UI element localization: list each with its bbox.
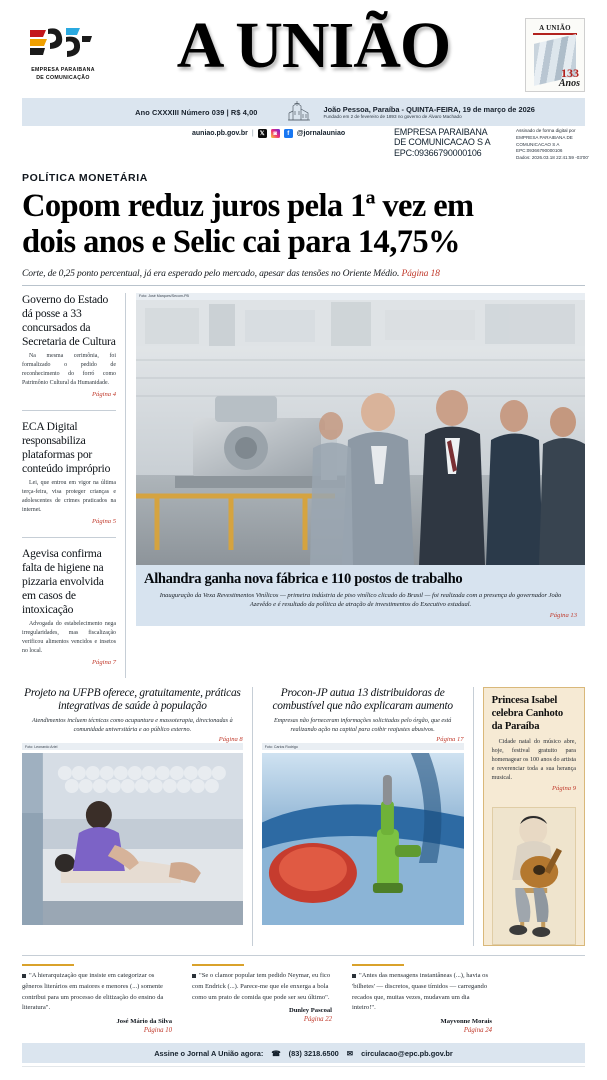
lead-photo-column [126, 293, 585, 678]
social-handle[interactable]: @jornalauniao [296, 130, 346, 137]
digital-signature-name [394, 127, 514, 158]
quote-page-ref[interactable]: Página 22 [303, 1016, 332, 1024]
signature-detail1: Assinado de forma digital por [516, 128, 576, 133]
story-photo [22, 753, 243, 925]
brief-page-ref[interactable]: Página 7 [92, 658, 116, 666]
place-date-block [314, 105, 574, 120]
promo-illustration [492, 807, 576, 945]
quote-rule [352, 964, 404, 967]
page-title: A UNIÃO [176, 9, 451, 82]
quote-text-wrap [192, 971, 332, 1003]
quote-author: José Mário da Silva [116, 1018, 172, 1026]
edition-info-bar [22, 98, 585, 126]
quote-author: Mayvonne Morais [440, 1018, 492, 1026]
story-deck: Atendimentos incluem técnicas como acupuntura e massoterapia, direcionadas à comunidade universitária e ao público externo. [32, 716, 233, 733]
lead-photo-title: Alhandra ganha nova fábrica e 110 postos de trabalho [144, 570, 463, 587]
quote-text-wrap [352, 971, 492, 1014]
story-title: Projeto na UFPB oferece, gratuitamente, práticas integrativas de saúde à população [24, 686, 241, 713]
quote-bullet-icon [352, 974, 356, 978]
brief-page-ref[interactable]: Página 4 [92, 390, 116, 398]
quote-text-wrap [22, 971, 172, 1014]
digital-signature-details [516, 128, 607, 162]
signature-detail4: EPC:09366790000106 [516, 148, 563, 154]
quote-page-ref[interactable]: Página 24 [463, 1027, 492, 1035]
story-photo-credit: Foto: Carlos Rodrigo [262, 743, 464, 750]
founded-note: Fundado em 2 de fevereiro de 1893 no governo de Álvaro Machado [323, 114, 462, 120]
left-briefs-column [22, 293, 126, 678]
lead-kicker: POLÍTICA MONETÁRIA [22, 172, 148, 184]
subscribe-phone[interactable]: (83) 3218.6500 [288, 1048, 339, 1058]
subscribe-cta: Assine o Jornal A União agora: [154, 1048, 264, 1058]
promo-box-princesa-isabel[interactable] [483, 687, 585, 946]
main-grid [22, 293, 585, 678]
brief-text: Advogada do estabelecimento nega irregularidades, mas fiscalização verificou alimentos vencidos e insetos no local. [22, 621, 116, 655]
quote-bullet-icon [192, 974, 196, 978]
signature-line1: EMPRESA PARAIBANA [394, 127, 488, 137]
signature-detail5: Dados: 2026.03.18 22:41:59 -03'00' [516, 155, 589, 161]
promo-column [474, 687, 585, 946]
story-photo-credit: Foto: Leonardo Ariel [22, 743, 243, 750]
brief-item[interactable] [22, 537, 116, 666]
lead-photo-image [136, 300, 585, 565]
lead-subhead [22, 268, 585, 279]
masthead [0, 0, 607, 98]
social-separator: | [251, 130, 254, 137]
brief-title: ECA Digital responsabiliza plataformas por conteúdo impróprio [22, 419, 111, 475]
quote-text: "Se o clamor popular tem pedido Neymar, eu fico com Endrick (...). Parece-me que ele enxerga a bola como um prato de comida que pode ser seu último". [192, 972, 331, 1001]
lead-photo-page-ref[interactable]: Página 13 [549, 611, 577, 619]
lead-photo-caption: Inauguração da Vexa Revestimentos Vinílicos — primeira indústria de piso vinílico clicado do Brasil — foi realizada com a presença do governador João Azevêdo e é resultado da política de atração de investimentos do Executivo estadual. [159, 591, 562, 609]
quote-text: "A hierarquização que insiste em categorizar os gêneros literários em maiores e menores (...) somente contribui para um processo de elitização do ensino da literatura". [22, 972, 164, 1012]
brief-item[interactable] [22, 410, 116, 525]
social-links[interactable] [192, 129, 345, 138]
story-ufpb[interactable] [22, 687, 253, 946]
subscribe-email[interactable]: circulacao@epc.pb.gov.br [361, 1048, 453, 1058]
instagram-icon[interactable]: ◙ [271, 129, 280, 138]
quote-rule [192, 964, 244, 967]
lead-subhead-text: Corte, de 0,25 ponto percentual, já era esperado pelo mercado, apesar das tensões no Oriente Médio. [22, 267, 400, 279]
signature-line3: EPC:09366790000106 [394, 147, 482, 158]
lead-photo [136, 300, 585, 565]
signature-detail2: EMPRESA PARAIBANA DE [516, 134, 573, 140]
lead-photo-credit: Foto: José Marques/Secom-PB [136, 293, 585, 300]
epc-logo [22, 24, 104, 83]
promo-page-ref[interactable]: Página 9 [552, 785, 576, 793]
quote-author: Dunley Pascoal [288, 1007, 332, 1015]
story-page-ref[interactable]: Página 8 [218, 736, 243, 744]
promo-title: Princesa Isabel celebra Canhoto da Paraíba [491, 694, 564, 732]
quote-bullet-icon [22, 974, 26, 978]
divider-under-lead [22, 285, 585, 286]
brief-title: Governo do Estado dá posse a 33 concursados da Secretaria de Cultura [22, 292, 116, 348]
footer-divider [22, 1066, 585, 1067]
edition-number: Ano CXXXIII Número 039 | R$ 4,00 [135, 107, 258, 117]
quote-item[interactable] [182, 964, 342, 1034]
story-procon[interactable] [253, 687, 474, 946]
signature-line2: DE COMUNICACAO S A [394, 137, 491, 148]
epc-logo-line2: DE COMUNICAÇÃO [36, 74, 90, 81]
stamp-years: 133 [561, 66, 579, 80]
quote-text: "Antes das mensagens instantâneas (...), havia os 'bilhetes' — discretos, quase tímidos — carregando recados que, muitas vezes, mudavam um dia inteiro!". [352, 972, 489, 1012]
quote-item[interactable] [342, 964, 502, 1034]
lead-headline-line1: Copom reduz juros pela 1ª vez em [22, 188, 474, 224]
story-deck: Empresas não forneceram informações solicitadas pelo órgão, que está realizando ação na capital para coibir reajustes abusivos. [273, 716, 452, 733]
quote-page-ref[interactable]: Página 10 [143, 1027, 172, 1035]
envelope-icon: ✉ [346, 1048, 354, 1058]
x-icon[interactable]: 𝕏 [258, 129, 267, 138]
phone-icon: ☎ [271, 1048, 281, 1058]
quote-rule [22, 964, 74, 967]
nameplate [104, 9, 519, 82]
quotes-row [22, 955, 585, 1034]
lead-photo-caption-block [136, 565, 585, 626]
subscribe-footer [22, 1043, 585, 1063]
brief-page-ref[interactable]: Página 5 [92, 517, 116, 525]
story-photo [262, 753, 464, 925]
story-page-ref[interactable]: Página 17 [436, 736, 464, 744]
brief-item[interactable] [22, 293, 116, 398]
anniversary-stamp [525, 18, 585, 92]
epc-logo-icon [26, 24, 100, 64]
lead-headline-line2: dois anos e Selic cai para 14,75% [22, 224, 460, 261]
epc-logo-line1: EMPRESA PARAIBANA [31, 67, 95, 73]
stamp-title: A UNIÃO [539, 24, 571, 32]
facebook-icon[interactable]: f [284, 129, 293, 138]
brief-text: Lei, que entrou em vigor na última terça-feira, visa proteger crianças e adolescentes de crimes praticados na internet. [22, 480, 116, 514]
quote-item[interactable] [22, 964, 182, 1034]
epc-logo-text [22, 67, 104, 83]
social-signature-row [22, 127, 589, 165]
place-date: João Pessoa, Paraíba - QUINTA-FEIRA, 19 de março de 2026 [323, 104, 535, 114]
epc-logo-mark [26, 24, 100, 64]
story-title: Procon-JP autua 13 distribuidoras de combustível que não explicaram aumento [272, 686, 453, 713]
website-link[interactable]: auniao.pb.gov.br [192, 130, 248, 137]
church-icon [284, 97, 314, 127]
promo-text: Cidade natal do músico abre, hoje, festival gratuito para homenagear os 100 anos do artista e reverenciar toda a sua herança musical. [491, 738, 576, 782]
brief-text: Na mesma cerimônia, foi formalizado o pedido de reconhecimento do forró como Patrimônio Cultural da Humanidade. [22, 353, 116, 386]
brief-title: Agevisa confirma falta de higiene na pizzaria envolvida em casos de intoxicação [22, 546, 104, 616]
lower-stories-row [22, 687, 585, 946]
lead-page-ref[interactable]: Página 18 [401, 267, 440, 279]
stamp-years-label: Anos [558, 78, 580, 89]
signature-detail3: COMUNICACAO S A [516, 141, 560, 147]
lead-headline [22, 188, 585, 261]
